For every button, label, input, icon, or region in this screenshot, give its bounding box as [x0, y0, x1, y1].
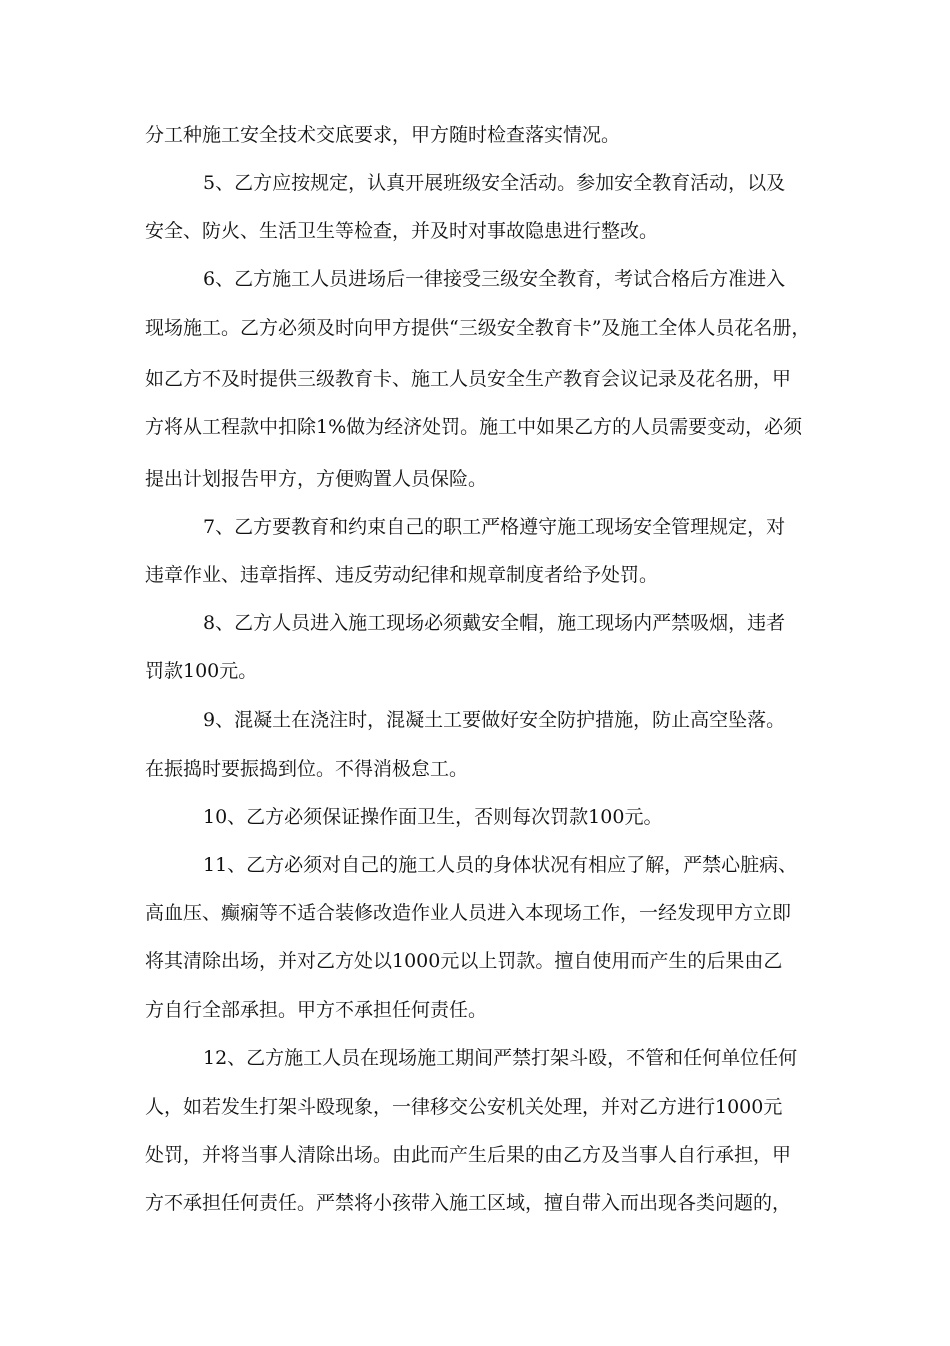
text-line: 安全、防火、生活卫生等检查，并及时对事故隐患进行整改。	[145, 220, 659, 242]
text-line: 5、乙方应按规定，认真开展班级安全活动。参加安全教育活动，以及	[203, 172, 786, 194]
text-line: 高血压、癫痫等不适合装修改造作业人员进入本现场工作，一经发现甲方立即	[145, 902, 792, 924]
text-line: 7、乙方要教育和约束自己的职工严格遵守施工现场安全管理规定，对	[203, 516, 786, 538]
text-line: 现场施工。乙方必须及时向甲方提供“三级安全教育卡”及施工全体人员花名册，	[145, 317, 811, 339]
text-line: 10、乙方必须保证操作面卫生，否则每次罚款100元。	[203, 806, 663, 828]
text-line: 处罚，并将当事人清除出场。由此而产生后果的由乙方及当事人自行承担，甲	[145, 1144, 792, 1166]
text-line: 提出计划报告甲方，方便购置人员保险。	[145, 468, 488, 490]
text-line: 6、乙方施工人员进场后一律接受三级安全教育，考试合格后方准进入	[203, 268, 786, 290]
text-line: 方不承担任何责任。严禁将小孩带入施工区域，擅自带入而出现各类问题的，	[145, 1192, 792, 1214]
text-line: 11、乙方必须对自己的施工人员的身体状况有相应了解，严禁心脏病、	[203, 854, 798, 876]
text-line: 12、乙方施工人员在现场施工期间严禁打架斗殴，不管和任何单位任何	[203, 1047, 798, 1069]
text-line: 人，如若发生打架斗殴现象，一律移交公安机关处理，并对乙方进行1000元	[145, 1096, 783, 1118]
text-line: 将其清除出场，并对乙方处以1000元以上罚款。擅自使用而产生的后果由乙	[145, 950, 783, 972]
text-line: 方将从工程款中扣除1%做为经济处罚。施工中如果乙方的人员需要变动，必须	[145, 416, 803, 438]
text-line: 9、混凝土在浇注时，混凝土工要做好安全防护措施，防止高空坠落。	[203, 709, 786, 731]
text-line: 如乙方不及时提供三级教育卡、施工人员安全生产教育会议记录及花名册，甲	[145, 368, 792, 390]
text-line: 方自行全部承担。甲方不承担任何责任。	[145, 999, 488, 1021]
text-line: 违章作业、违章指挥、违反劳动纪律和规章制度者给予处罚。	[145, 564, 659, 586]
text-line: 罚款100元。	[145, 660, 258, 682]
text-line: 在振捣时要振捣到位。不得消极怠工。	[145, 758, 469, 780]
text-line: 分工种施工安全技术交底要求，甲方随时检查落实情况。	[145, 124, 621, 146]
text-line: 8、乙方人员进入施工现场必须戴安全帽，施工现场内严禁吸烟，违者	[203, 612, 786, 634]
